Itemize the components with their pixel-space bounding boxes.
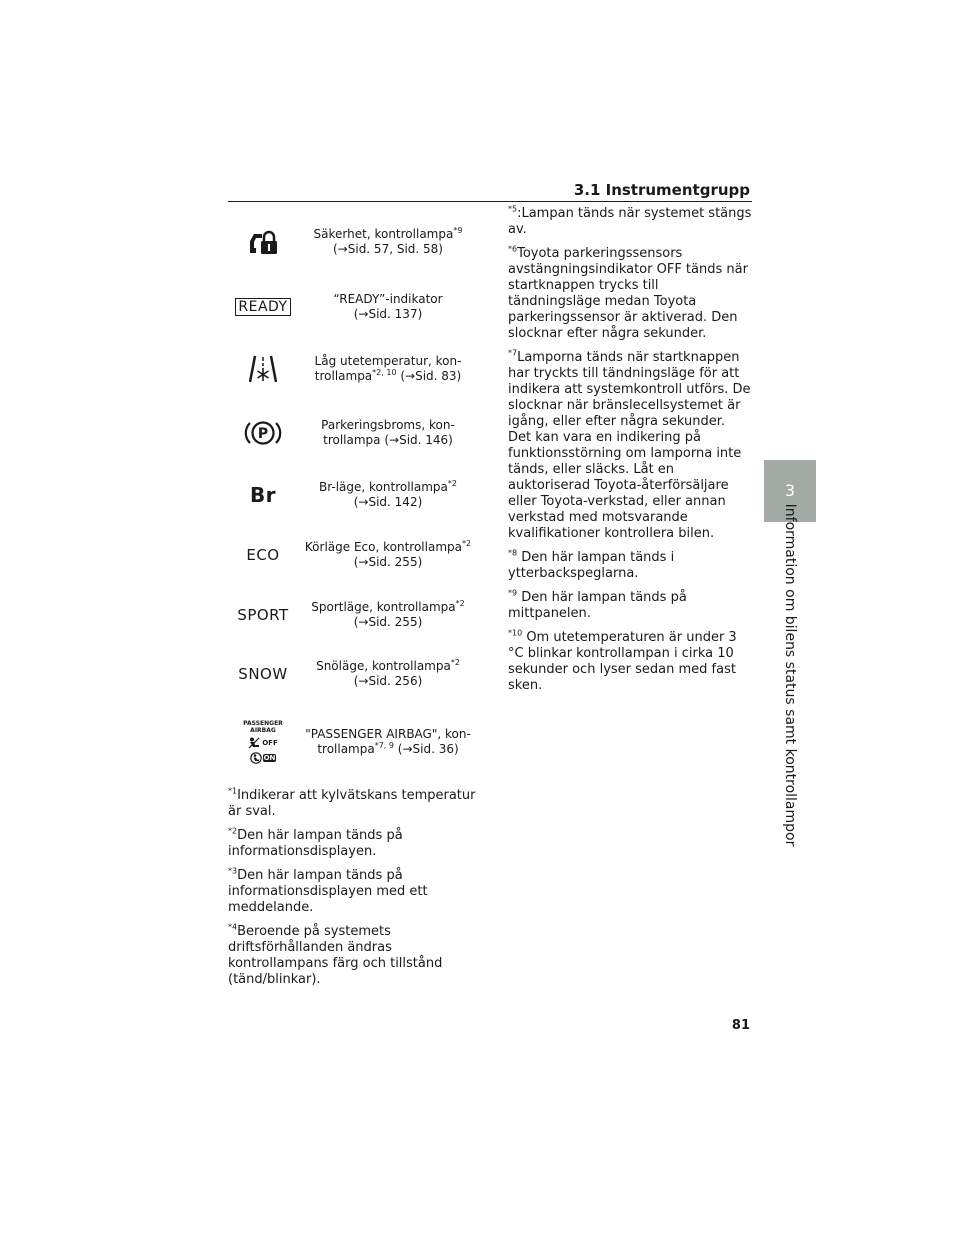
- footnote: $^{*4}$Beroende på systemets driftsförhållanden ändras kontrollampans färg och tillstånd (tänd/blinkar).: [228, 922, 443, 987]
- indicator-label: Br-läge, kontrollampa: [318, 479, 448, 494]
- footnote-mark: *4: [228, 922, 238, 932]
- page-reference: trollampa (→Sid. 146): [323, 433, 453, 447]
- indicator-label: “READY”-indikator: [333, 292, 443, 306]
- sport-mode-icon: SPORT: [237, 605, 289, 624]
- footnote-mark: *7, 9: [374, 741, 394, 750]
- footnote-mark: *2: [228, 826, 238, 836]
- footnote-mark: *5: [508, 204, 518, 214]
- footnote: $^{*7}$Lamporna tänds när startknappen har tryckts till tändningsläge för att indikera att systemkontroll utförs. De slocknar när bränslecellsystemet är igång, eller efter några sekunder. Det kan vara en indikering på funktionsstörning om lamporna inte tänds, eller släcks. Låt en auktoriserad Toyota-återförsäljare eller Toyota-verkstad, eller annan verkstad med motsvarande kvalifikationer kontrollera bilen.: [508, 348, 751, 541]
- footnote-mark: *3: [228, 866, 238, 876]
- page-reference: (→Sid. 255): [353, 614, 423, 629]
- chapter-tab[interactable]: 3: [764, 460, 816, 522]
- header-rule: [228, 201, 752, 202]
- airbag-off-indicator: OFF: [248, 737, 278, 749]
- indicator-label: Säkerhet, kontrollampa: [313, 226, 454, 241]
- indicator-row: PASSENGER AIRBAG OFF ON "PASSENGER AIRBAG", kon- trollampa$^{*7, 9}$ (→Sid. 36): [228, 703, 478, 781]
- passenger-airbag-icon: PASSENGER AIRBAG OFF ON: [243, 720, 283, 762]
- indicator-row: [228, 205, 478, 278]
- footnote: $^{*1}$Indikerar att kylvätskans temperatur är sval.: [228, 786, 476, 819]
- indicator-label: Parkeringsbroms, kon-: [321, 418, 455, 432]
- footnote-mark: *7: [508, 348, 518, 358]
- indicator-row: Låg utetemperatur, kon- trollampa$^{*2, 10}$ (→Sid. 83): [228, 336, 478, 402]
- footnote: $^{*10}$ Om utetemperaturen är under 3 °C blinkar kontrollampan i cirka 10 sekunder och lyser sedan med fast sken.: [508, 628, 737, 693]
- svg-text:P: P: [257, 426, 269, 442]
- footnotes-left: [228, 788, 478, 996]
- page-reference: (→Sid. 256): [353, 673, 423, 688]
- indicator-table: [228, 205, 478, 781]
- security-lock-car-icon: [228, 229, 298, 255]
- page-reference: (→Sid. 137): [353, 307, 423, 321]
- footnote-mark: *9: [453, 225, 463, 235]
- airbag-on-indicator: ON: [250, 752, 277, 764]
- seated-passenger-icon: [248, 737, 260, 749]
- footnote-mark: *10: [508, 628, 523, 638]
- indicator-row: [228, 402, 478, 464]
- footnotes-right: [508, 206, 752, 702]
- page-reference: (→Sid. 36): [393, 742, 459, 756]
- ready-text-icon: READY: [228, 298, 298, 316]
- indicator-row: [228, 464, 478, 525]
- footnote-mark: *1: [228, 786, 238, 796]
- footnote-mark: *6: [508, 244, 518, 254]
- eco-mode-icon: ECO: [246, 546, 280, 564]
- footnote: $^{*3}$Den här lampan tänds på informationsdisplayen med ett meddelande.: [228, 866, 428, 915]
- footnote-mark: *2: [447, 478, 457, 488]
- chapter-title: Information om bilens status samt kontrollampor: [782, 503, 798, 847]
- page-reference: (→Sid. 255): [353, 555, 423, 569]
- page-reference: (→Sid. 142): [353, 494, 423, 509]
- indicator-row: [228, 585, 478, 644]
- footnote: $^{*2}$Den här lampan tänds på informationsdisplayen.: [228, 826, 403, 859]
- br-mode-icon: Br: [249, 482, 277, 507]
- footnote: $^{*6}$Toyota parkeringssensors avstängningsindikator OFF tänds när startknappen trycks till tändningsläge medan Toyota parkeringssensor är aktiverad. Den slocknar efter några sekunder.: [508, 244, 748, 341]
- indicator-row: [228, 644, 478, 703]
- indicator-label: Körläge Eco, kontrollampa: [304, 540, 462, 554]
- footnote-mark: *2: [450, 657, 460, 667]
- footnote-mark: *8: [508, 548, 518, 558]
- parking-brake-icon: [228, 418, 298, 448]
- indicator-label: Snöläge, kontrollampa: [316, 658, 451, 673]
- snow-mode-icon: SNOW: [238, 664, 288, 683]
- seated-passenger-icon: [250, 752, 262, 764]
- footnote-mark: *2, 10: [372, 368, 397, 377]
- footnote-mark: *2: [461, 539, 472, 548]
- section-title: 3.1 Instrumentgrupp: [573, 181, 750, 199]
- footnote: $^{*8}$ Den här lampan tänds i ytterbackspeglarna.: [508, 548, 675, 581]
- footnote-mark: *9: [508, 588, 518, 598]
- footnote-mark: *2: [455, 598, 465, 608]
- indicator-row: [228, 278, 478, 336]
- indicator-label: Sportläge, kontrollampa: [311, 599, 456, 614]
- indicator-label: "PASSENGER AIRBAG", kon-: [305, 727, 471, 741]
- page-reference: (→Sid. 83): [396, 369, 462, 383]
- page-number: 81: [731, 1018, 750, 1033]
- indicator-row: [228, 525, 478, 585]
- page-reference: (→Sid. 57, Sid. 58): [333, 241, 443, 256]
- indicator-label: Låg utetemperatur, kon-: [314, 354, 462, 368]
- low-temperature-road-icon: [228, 354, 298, 384]
- footnote: $^{*5}$:Lampan tänds när systemet stängs av.: [508, 204, 752, 237]
- footnote: $^{*9}$ Den här lampan tänds på mittpanelen.: [508, 588, 687, 621]
